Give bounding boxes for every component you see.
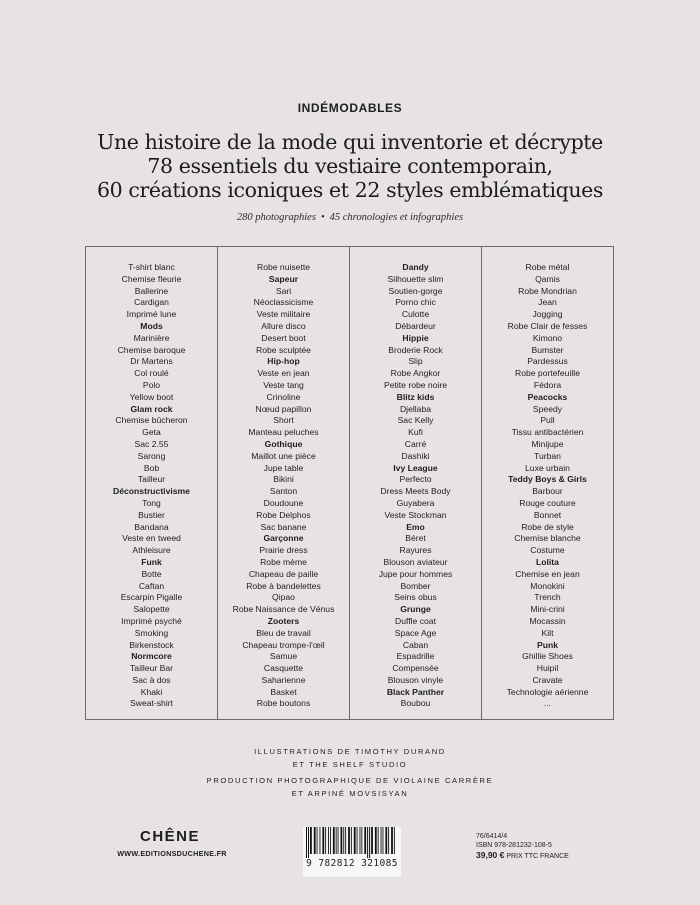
list-item: Robe à bandelettes xyxy=(246,580,321,591)
list-item: Espadrille xyxy=(396,651,435,662)
list-item: Veste militaire xyxy=(256,309,311,320)
barcode-bar xyxy=(343,827,344,854)
barcode-bar xyxy=(330,827,331,854)
list-item: Carré xyxy=(404,438,427,449)
items-table xyxy=(85,246,614,720)
items-column-4 xyxy=(482,247,613,719)
barcode-bar xyxy=(364,827,366,854)
list-item: Jogging xyxy=(532,309,563,320)
items-column-2 xyxy=(218,247,350,719)
style-heading: Ivy League xyxy=(393,462,438,473)
list-item: Nœud papillon xyxy=(255,403,312,414)
barcode-bar xyxy=(385,827,387,854)
barcode-bar xyxy=(361,827,362,854)
list-item: Boubou xyxy=(400,698,431,709)
list-item: Robe Clair de fesses xyxy=(507,320,588,331)
list-item: Birkenstock xyxy=(129,639,174,650)
list-item: Chemise fleurie xyxy=(121,273,182,284)
list-item: Petite robe noire xyxy=(383,379,448,390)
headline-line-3: 60 créations iconiques et 22 styles emblématiques xyxy=(96,178,603,202)
style-heading: Sapeur xyxy=(268,273,299,284)
list-item: Sac à dos xyxy=(132,674,171,685)
style-heading: Teddy Boys & Girls xyxy=(508,474,587,485)
list-item: Sari xyxy=(275,285,292,296)
list-item: Bumster xyxy=(531,344,564,355)
list-item: Robe Naissance de Vénus xyxy=(232,604,335,615)
list-item: Samue xyxy=(269,651,298,662)
headline-line-2: 78 essentiels du vestiaire contemporain, xyxy=(147,154,553,178)
list-item: Kimono xyxy=(532,332,563,343)
barcode-bar xyxy=(351,827,352,854)
list-item: Cardigan xyxy=(134,297,169,308)
style-heading: Blitz kids xyxy=(396,391,435,402)
list-item: Bonnet xyxy=(533,509,562,520)
style-heading: Dandy xyxy=(402,262,429,272)
list-item: Pardessus xyxy=(527,356,568,367)
list-item: Kufi xyxy=(408,427,423,438)
list-item: Robe Delphos xyxy=(256,509,311,520)
list-item: Robe de style xyxy=(521,521,574,532)
subtitle-photos: 280 photographies xyxy=(236,212,316,223)
list-item: Blouson vinyle xyxy=(387,674,444,685)
list-item: Rouge couture xyxy=(519,497,576,508)
barcode-bar xyxy=(383,827,384,854)
list-item: Ghillie Shoes xyxy=(522,651,573,662)
list-item: Robe boutons xyxy=(256,698,311,709)
list-item: Turban xyxy=(534,450,561,461)
list-item: Porno chic xyxy=(395,297,436,308)
list-item: Blouson aviateur xyxy=(383,556,448,567)
list-item: Perfecto xyxy=(399,474,432,485)
list-item: Seins obus xyxy=(394,592,437,603)
list-item: Broderie Rock xyxy=(388,344,443,355)
headline xyxy=(0,130,700,202)
list-item: Robe Angkor xyxy=(390,368,441,379)
style-heading: Funk xyxy=(141,556,162,567)
style-heading: Glam rock xyxy=(130,403,173,414)
list-item: Allure disco xyxy=(261,320,306,331)
list-item: Bob xyxy=(143,462,160,473)
list-item: Costume xyxy=(530,545,565,556)
list-item: T-shirt blanc xyxy=(128,262,175,272)
list-item: Robe Mondrian xyxy=(518,285,577,296)
list-item: Santon xyxy=(269,486,298,497)
list-item: Caftan xyxy=(138,580,165,591)
barcode-bar xyxy=(388,827,389,854)
list-item: Polo xyxy=(142,379,161,390)
list-item: Technologie aérienne xyxy=(506,686,589,697)
subtitle-chronologies: 45 chronologies et infographies xyxy=(329,212,464,223)
barcode-bar xyxy=(314,827,316,854)
list-item: Huipil xyxy=(536,663,559,674)
barcode-bar xyxy=(391,827,393,854)
list-item: Athleisure xyxy=(132,545,171,556)
list-item: Marinière xyxy=(133,332,170,343)
list-item: Maillot une pièce xyxy=(251,450,316,461)
barcode-bar xyxy=(394,827,395,854)
price-value: 39,90 € xyxy=(476,850,505,860)
list-item: Chemise baroque xyxy=(117,344,186,355)
list-item: Minijupe xyxy=(531,438,564,449)
list-item: Veste Stockman xyxy=(384,509,447,520)
list-item: Soutien-gorge xyxy=(388,285,443,296)
book-ref: 76/6414/4 xyxy=(476,833,508,840)
list-item: Chemise en jean xyxy=(515,568,580,579)
list-item: Robe portefeuille xyxy=(515,368,580,379)
list-item: Prairie dress xyxy=(259,545,308,556)
list-item: Bleu de travail xyxy=(256,627,311,638)
list-item: Basket xyxy=(270,686,297,697)
list-item: Cravate xyxy=(532,674,563,685)
barcode-bar xyxy=(325,827,326,854)
barcode-bar xyxy=(306,827,307,858)
style-heading: Black Panther xyxy=(386,686,445,697)
list-item: Pull xyxy=(540,415,555,426)
barcode-bar xyxy=(341,827,343,854)
list-item: Smoking xyxy=(134,627,169,638)
barcode-bar xyxy=(320,827,321,854)
list-item: Luxe urbain xyxy=(525,462,570,473)
list-item: Kilt xyxy=(541,627,554,638)
photography-credit-line-2: ET ARPINÉ MOVSISYAN xyxy=(291,789,409,798)
list-item: Khaki xyxy=(140,686,163,697)
price-note: PRIX TTC FRANCE xyxy=(506,853,569,860)
barcode-bar xyxy=(308,827,309,858)
list-item: Manteau peluches xyxy=(248,427,319,438)
barcode-bar xyxy=(375,827,377,854)
list-item: Imprimé lune xyxy=(126,309,177,320)
style-heading: Hippie xyxy=(402,332,429,343)
list-item: Chapeau trompe-l'œil xyxy=(242,639,325,650)
publisher-website[interactable]: WWW.EDITIONSDUCHENE.FR xyxy=(117,849,227,858)
list-item: Djellaba xyxy=(399,403,432,414)
list-item: Qamis xyxy=(535,273,560,284)
list-item: ... xyxy=(543,698,552,709)
list-item: Jean xyxy=(538,297,557,308)
barcode-bar xyxy=(378,827,379,854)
list-item: Casquette xyxy=(263,663,304,674)
headline-line-1: Une histoire de la mode qui inventorie et décrypte xyxy=(97,130,603,154)
style-heading: Garçonne xyxy=(263,533,304,544)
illustration-credit-line-2: ET THE SHELF STUDIO xyxy=(292,760,408,769)
illustration-credit xyxy=(0,745,700,771)
subtitle-separator: • xyxy=(320,212,325,223)
barcode-bar xyxy=(336,827,337,854)
barcode-number: 9 782812 321085 xyxy=(303,858,401,869)
list-item: Salopette xyxy=(133,604,170,615)
book-price xyxy=(476,851,626,861)
list-item: Silhouette slim xyxy=(387,273,444,284)
list-item: Slip xyxy=(408,356,423,367)
list-item: Barbour xyxy=(532,486,563,497)
style-heading: Lolita xyxy=(536,556,559,567)
list-item: Dr Martens xyxy=(130,356,173,367)
barcode-bar xyxy=(322,827,324,854)
list-item: Tailleur xyxy=(137,474,166,485)
series-title: INDÉMODABLES xyxy=(297,101,403,115)
list-item: Fédora xyxy=(533,379,562,390)
list-item: Short xyxy=(273,415,294,426)
barcode-bar xyxy=(381,827,382,854)
list-item: Robe métal xyxy=(525,262,570,272)
items-column-1 xyxy=(86,247,218,719)
list-item: Robe mème xyxy=(260,556,307,567)
style-heading: Punk xyxy=(536,639,558,650)
list-item: Jupe table xyxy=(263,462,304,473)
list-item: Escarpin Pigalle xyxy=(120,592,183,603)
style-heading: Peacocks xyxy=(527,391,568,402)
barcode-bar xyxy=(367,827,368,858)
barcode-bar xyxy=(354,827,356,854)
list-item: Débardeur xyxy=(395,320,436,331)
list-item: Speedy xyxy=(532,403,563,414)
list-item: Dress Meets Body xyxy=(380,486,451,497)
barcode-bar xyxy=(328,827,329,854)
style-heading: Emo xyxy=(406,521,425,532)
illustration-credit-line-1: ILLUSTRATIONS DE TIMOTHY DURAND xyxy=(254,747,446,756)
list-item: Crinoline xyxy=(266,391,301,402)
list-item: Doudoune xyxy=(263,497,304,508)
list-item: Veste tang xyxy=(263,379,304,390)
barcode-bar xyxy=(357,827,358,854)
list-item: Imprimé psyché xyxy=(121,615,182,626)
barcode-bar xyxy=(348,827,350,854)
list-item: Bomber xyxy=(400,580,431,591)
list-item: Caban xyxy=(402,639,429,650)
list-item: Duffle coat xyxy=(395,615,436,626)
list-item: Chemise blanche xyxy=(514,533,581,544)
list-item: Culotte xyxy=(401,309,430,320)
list-item: Tissu antibactérien xyxy=(511,427,584,438)
subtitle xyxy=(0,212,700,223)
style-heading: Hip-hop xyxy=(267,356,300,367)
barcode-bar xyxy=(345,827,346,854)
photography-credit xyxy=(0,774,700,800)
style-heading: Grunge xyxy=(400,604,431,615)
barcode-bars xyxy=(303,827,401,858)
list-item: Chemise bûcheron xyxy=(115,415,188,426)
publisher-logo: CHÊNE xyxy=(139,828,200,845)
barcode-bar xyxy=(338,827,339,854)
list-item: Bustier xyxy=(138,509,165,520)
list-item: Compensée xyxy=(392,663,439,674)
list-item: Trench xyxy=(534,592,561,603)
list-item: Tong xyxy=(142,497,161,508)
list-item: Qipao xyxy=(272,592,295,603)
list-item: Sac Kelly xyxy=(397,415,434,426)
list-item: Veste en tweed xyxy=(122,533,181,544)
list-item: Sweat-shirt xyxy=(130,698,173,709)
style-heading: Zooters xyxy=(267,615,300,626)
list-item: Mocassin xyxy=(529,615,566,626)
style-heading: Normcore xyxy=(131,651,172,662)
barcode-bar xyxy=(333,827,335,854)
list-item: Jupe pour hommes xyxy=(378,568,453,579)
list-item: Ballerine xyxy=(134,285,169,296)
book-isbn: ISBN 978-281232-108-5 xyxy=(476,842,552,849)
list-item: Rayures xyxy=(399,545,432,556)
list-item: Saharienne xyxy=(261,674,306,685)
list-item: Col roulé xyxy=(134,368,169,379)
list-item: Mini-crini xyxy=(530,604,565,615)
list-item: Sac banane xyxy=(260,521,307,532)
list-item: Botte xyxy=(141,568,162,579)
list-item: Yellow boot xyxy=(129,391,174,402)
barcode xyxy=(303,827,401,877)
list-item: Sarong xyxy=(137,450,166,461)
list-item: Guyabera xyxy=(396,497,435,508)
list-item: Béret xyxy=(405,533,426,544)
style-heading: Mods xyxy=(140,320,163,331)
barcode-bar xyxy=(360,827,361,854)
barcode-bar xyxy=(317,827,318,854)
book-meta xyxy=(476,832,626,861)
list-item: Robe nuisette xyxy=(256,262,311,272)
photography-credit-line-1: PRODUCTION PHOTOGRAPHIQUE DE VIOLAINE CARRÈRE xyxy=(206,776,494,785)
list-item: Desert boot xyxy=(261,332,306,343)
list-item: Dashiki xyxy=(401,450,430,461)
list-item: Tailleur Bar xyxy=(130,663,173,674)
list-item: Geta xyxy=(142,427,161,438)
list-item: Bandana xyxy=(134,521,169,532)
list-item: Veste en jean xyxy=(257,368,310,379)
barcode-bar xyxy=(310,827,312,854)
barcode-bar xyxy=(371,827,373,854)
list-item: Monokini xyxy=(530,580,565,591)
list-item: Sac 2.55 xyxy=(134,438,169,449)
list-item: Néoclassicisme xyxy=(253,297,314,308)
list-item: Robe sculptée xyxy=(256,344,311,355)
list-item: Bikini xyxy=(273,474,294,485)
barcode-bar xyxy=(369,827,370,858)
list-item: Space Age xyxy=(394,627,437,638)
style-heading: Gothique xyxy=(264,438,303,449)
items-column-3 xyxy=(350,247,482,719)
style-heading: Déconstructivisme xyxy=(113,486,190,497)
list-item: Chapeau de paille xyxy=(248,568,319,579)
